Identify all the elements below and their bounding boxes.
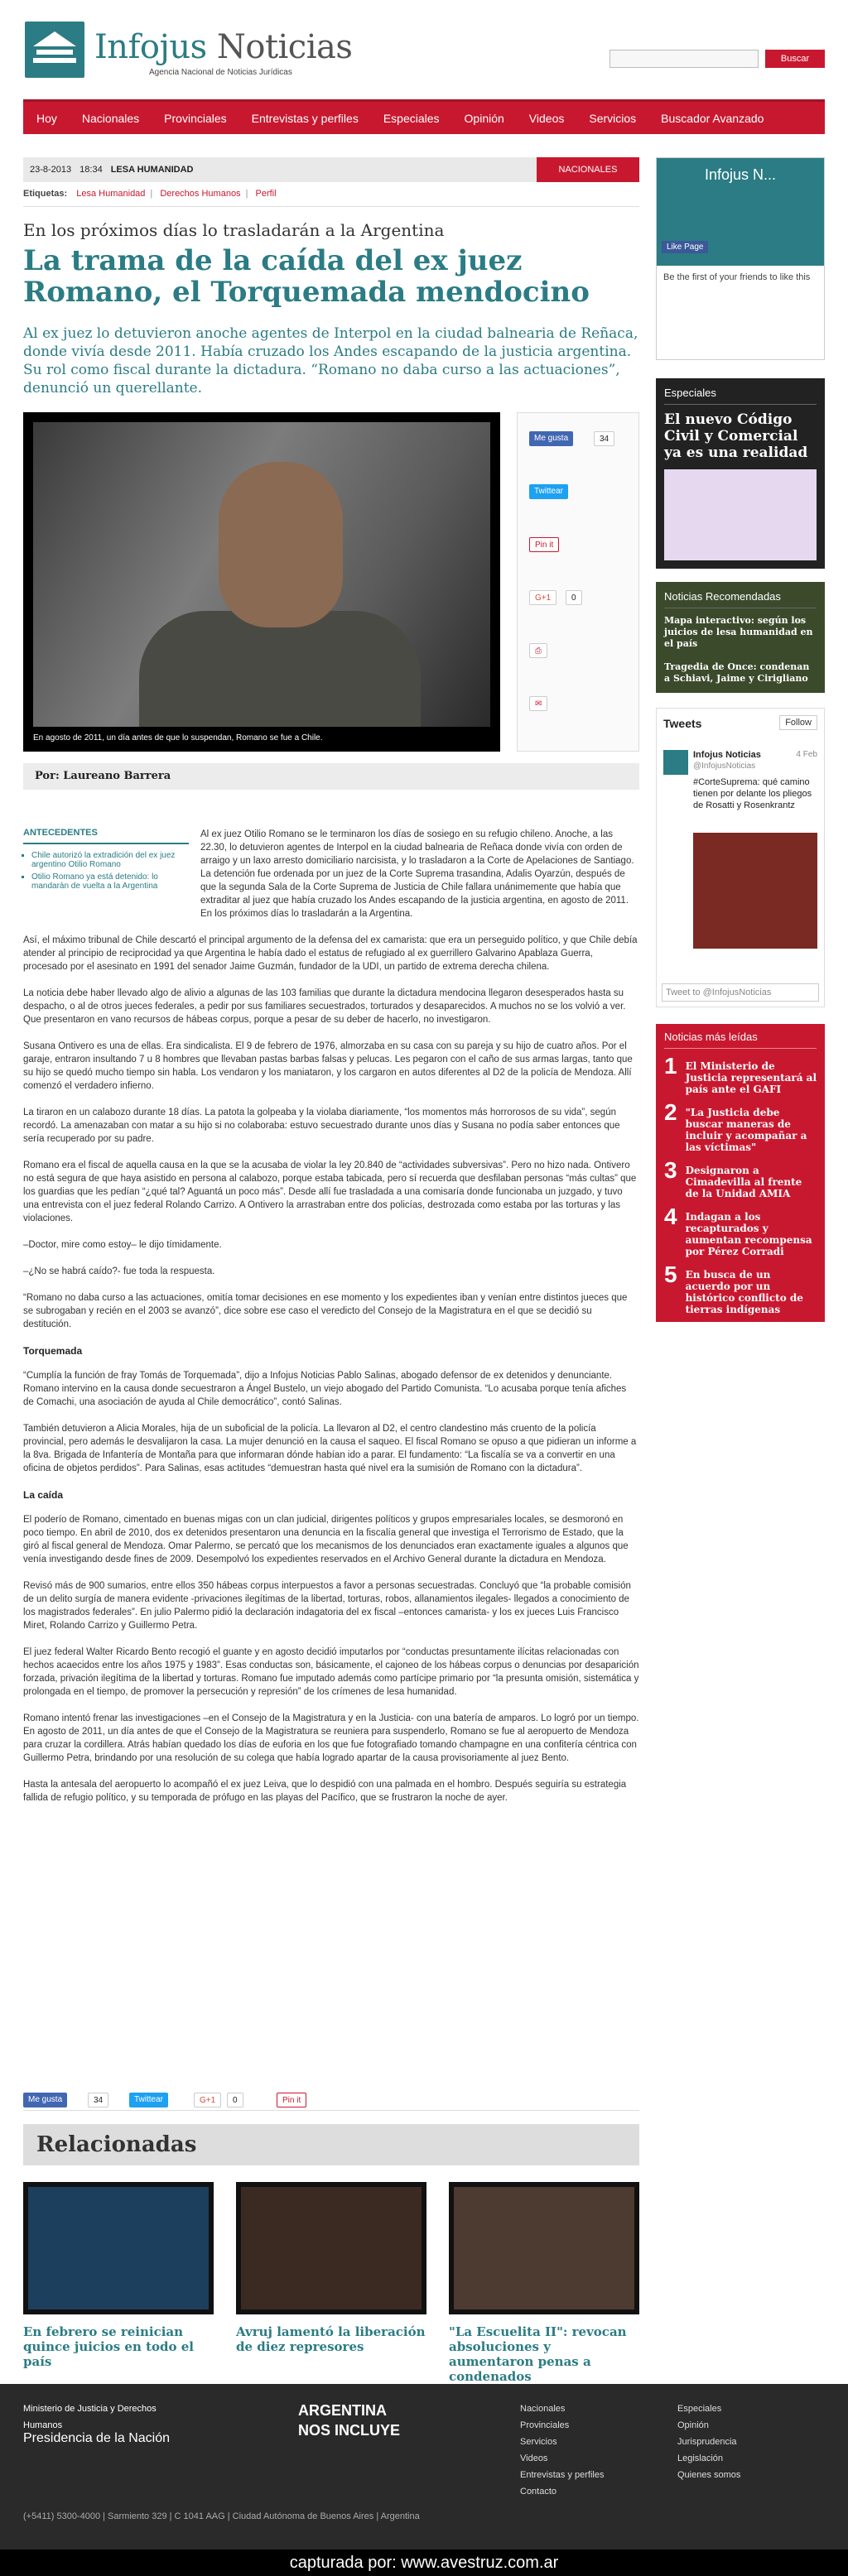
body-paragraph: “Romano no daba curso a las actuaciones, omitía tomar decisiones en ese momento y los expedientes iban y venían entre distintos jueces que se subrogaban y recién en el 2003 se avanzó”, dice sobre ese caso el veredicto del Consejo de la Magistratura en el que se decidió su destitución. xyxy=(23,1293,628,1329)
article-kicker: En los próximos días lo trasladarán a la Argentina xyxy=(23,220,445,240)
footer-ministry: Ministerio de Justicia y Derechos Humanos xyxy=(23,2404,157,2430)
nav-item-servicios[interactable]: Servicios xyxy=(589,111,637,125)
body-paragraph: Susana Ontivero es una de ellas. Era sindicalista. El 9 de febrero de 1976, almorzaba en su casa con su pareja y su hijo de cuatro años. Por el garaje, entraron insultando 7 u 8 hombres que llevaban pastas barbas falsas y pelucas. Les pegaron con el caño de sus armas largas, tanto que su hijo se quedó mucho tiempo sin habla. Los vendaron y los maniataron, y los cargaron en autos diferentes al D2 de la policía de Mendoza. Allí comenzó el verdadero infierno. xyxy=(23,1041,633,1091)
related-card[interactable] xyxy=(23,2182,214,2369)
mas-leidas-item[interactable]: 1 El Ministerio de Justicia representará al país ante el GAFI xyxy=(664,1053,817,1095)
nav-item-nacionales[interactable]: Nacionales xyxy=(81,111,140,125)
gplus-button[interactable]: G+1 xyxy=(194,2093,221,2107)
footer-link[interactable]: Entrevistas y perfiles xyxy=(520,2470,605,2480)
tweet-image[interactable] xyxy=(693,833,817,949)
mas-leidas-item[interactable]: 4 Indagan a los recapturados y aumentan recompensa por Pérez Corradi xyxy=(664,1204,812,1257)
body-subheading: Torquemada xyxy=(23,1345,83,1357)
tags-bar: Etiquetas: Lesa Humanidad | Derechos Humanos | Perfil xyxy=(23,189,639,207)
article-photo[interactable] xyxy=(33,422,490,727)
tag-link[interactable]: Derechos Humanos xyxy=(160,189,241,199)
body-paragraph: “Cumplía la función de fray Tomás de Torquemada”, dijo a Infojus Noticias Pablo Salinas, abogado defensor de ex detenidos y denunciante. Romano intervino en la causa donde secuestraron a Ángel Bustelo, un viejo abogado del Partido Comunista. “Lo acusaba porque tenía afiches de Comachi, una asociación de ayuda al Chile democrático”, contó Salinas. xyxy=(23,1371,627,1407)
fb-like-button[interactable]: Me gusta xyxy=(23,2093,67,2107)
related-headline[interactable]: "La Escuelita II": revocan absoluciones y aumentaron penas a condenados xyxy=(449,2324,627,2384)
mas-leidas-item[interactable]: 5 En busca de un acuerdo por un histórico conflicto de tierras indígenas xyxy=(664,1262,803,1315)
body-paragraph: Revisó más de 900 sumarios, entre ellos 350 hábeas corpus interpuestos a favor a personas secuestradas. Concluyó que “la probable comisión de un delito surgía de manera evidente -privaciones ilegítimas de la libertad, torturas, robos, allanamientos ilegales- llegados a conocimiento de los magistrados federales”. En julio Palermo pidió la declaración indagatoria del ex fiscal –entonces camarista- y los ex jueces Luis Francisco Miret, Rolando Carrizo y Guillermo Petra. xyxy=(23,1581,631,1631)
footer-address: (+5411) 5300-4000 | Sarmiento 329 | C 1041 AAG | Ciudad Autónoma de Buenos Aires | Argentina xyxy=(23,2511,420,2521)
sidebar xyxy=(656,157,825,1322)
article-title: La trama de la caída del ex juez Romano, el Torquemada mendocino xyxy=(23,244,590,309)
body-paragraph: El juez federal Walter Ricardo Bento recogió el guante y en agosto decidió imputarlos por “conductas presuntamente ilícitas relacionadas con hechos acaecidos entre los años 1975 y 1983”. Esas conductas son, básicamente, el cajoneo de los hábeas corpus o denuncias por desaparición forzada, privación ilegítima de la libertad y torturas. Romano fue imputado además como partícipe primario por “la presunta omisión, sistemática y prolongada en el tiempo, de promover la persecución y represión” de los crímenes de lesa humanidad. xyxy=(23,1647,639,1697)
tweet-handle[interactable]: @InfojusNoticias xyxy=(693,762,756,771)
logo-icon[interactable] xyxy=(25,22,84,78)
related-card[interactable] xyxy=(449,2182,639,2384)
body-paragraph: –¿No se habrá caído?- fue toda la respuesta. xyxy=(23,1266,215,1276)
footer-link[interactable]: Videos xyxy=(520,2453,548,2463)
twitter-widget xyxy=(656,708,825,1007)
footer-link[interactable]: Provinciales xyxy=(520,2420,570,2430)
article-main xyxy=(23,157,639,790)
tags-label: Etiquetas: xyxy=(23,189,68,199)
mas-leidas-head: Noticias más leídas xyxy=(664,1031,817,1049)
nav-item-videos[interactable]: Videos xyxy=(528,111,565,125)
brand-part-a: Infojus xyxy=(94,28,207,66)
nav-item-opinion[interactable]: Opinión xyxy=(464,111,504,125)
tagline: Agencia Nacional de Noticias Jurídicas xyxy=(149,68,292,77)
body-paragraph: El poderío de Romano, cimentado en buenas migas con un clan judicial, dirigentes políticos y grupos empresariales locales, se desmoronó en poco tiempo. En abril de 2010, dos ex detenidos presentaron una denuncia en la fiscalía general que investiga el Terrorismo de Estado, que la giró al fiscal general de Mendoza. Omar Palermo, se percató que los mecanismos de los denunciados eran exactamente iguales a algunos que venía investigando desde fines de 2009. Desempolvó los expedientes reservados en el Archivo General durante la dictadura en Mendoza. xyxy=(23,1515,629,1564)
mas-leidas-box xyxy=(656,1024,825,1322)
nav-item-provinciales[interactable]: Provinciales xyxy=(164,111,227,125)
body-paragraph: Así, el máximo tribunal de Chile descartó el principal argumento de la defensa del ex camarista: que era un perseguido político, y que Chile debía atender al principio de reciprocidad ya que Argentina le había dado el estatus de refugiado al ex guerrillero Galvarino Apablaza Guerra, procesado por el asesinato en 1991 del senador Jaime Guzmán, fundador de la UDI, un partido de extrema derecha chilena. xyxy=(23,935,638,972)
article-figure xyxy=(23,412,639,752)
search-input[interactable] xyxy=(610,50,759,68)
article-time: 18:34 xyxy=(80,165,103,175)
tweet-author[interactable]: Infojus Noticias xyxy=(693,750,761,760)
fb-like-button[interactable]: Me gusta xyxy=(529,431,573,446)
capture-watermark: capturada por: www.avestruz.com.ar xyxy=(0,2550,848,2576)
recomendadas-head: Noticias Recomendadas xyxy=(664,590,817,608)
gplus-count: 0 xyxy=(227,2093,243,2107)
footer-link[interactable]: Nacionales xyxy=(520,2404,566,2414)
body-paragraph: –Doctor, mire como estoy– le dijo tímidamente. xyxy=(23,1240,222,1250)
footer-link[interactable]: Jurisprudencia xyxy=(677,2437,737,2447)
especiales-image[interactable] xyxy=(664,469,817,560)
fb-friends-text: Be the first of your friends to like this xyxy=(663,272,811,282)
related-headline[interactable]: Avruj lamentó la liberación de diez represores xyxy=(236,2324,426,2354)
fb-count: 34 xyxy=(594,431,614,446)
footer-link[interactable]: Servicios xyxy=(520,2437,557,2447)
especiales-box[interactable] xyxy=(656,378,825,569)
recomendada-link[interactable]: Mapa interactivo: según los juicios de lesa humanidad en el país xyxy=(664,615,813,649)
avatar[interactable] xyxy=(663,750,688,775)
brand-name[interactable] xyxy=(94,28,352,66)
article-body xyxy=(23,828,639,1818)
brand-part-b: Noticias xyxy=(216,28,353,66)
footer-link[interactable]: Quienes somos xyxy=(677,2470,741,2480)
antecedentes-link[interactable]: ▪ Chile autorizó la extradición del ex juez argentino Otilio Romano xyxy=(31,851,189,869)
related-image[interactable] xyxy=(236,2182,426,2314)
body-paragraph: Hasta la antesala del aeropuerto lo acompañó el ex juez Leiva, que lo despidió con una palmada en el hombro. Después seguiría su estrategia fallida de refugio político, y su temporada de prófugo en las playas del Pacífico, que se frustraron la noche de ayer. xyxy=(23,1780,627,1803)
tweet-button[interactable]: Twittear xyxy=(529,484,568,499)
tweet-text: #CorteSuprema: qué camino tienen por delante los pliegos de Rosatti y Rosenkrantz xyxy=(693,777,812,810)
recomendada-link[interactable]: Tragedia de Once: condenan a Schiavi, Jaime y Cirigliano xyxy=(664,661,810,684)
footer-links-col1 xyxy=(520,2401,604,2500)
print-icon[interactable]: ⎙ xyxy=(529,643,547,658)
nav-item-entrevistas[interactable]: Entrevistas y perfiles xyxy=(251,111,359,125)
twitter-follow-button[interactable]: Follow xyxy=(779,715,817,730)
mas-leidas-item[interactable]: 3 Designaron a Cimadevilla al frente de la Unidad AMIA xyxy=(664,1157,802,1199)
body-subheading: La caída xyxy=(23,1489,64,1501)
email-icon[interactable]: ✉ xyxy=(529,696,547,711)
pinterest-button[interactable]: Pin it xyxy=(529,537,559,552)
fb-like-page-button[interactable]: Like Page xyxy=(662,241,708,253)
search-button[interactable]: Buscar xyxy=(765,50,825,68)
gplus-button[interactable]: G+1 xyxy=(529,590,556,605)
mas-leidas-item[interactable]: 2 "La Justicia debe buscar maneras de incluir y acompañar a las víctimas" xyxy=(664,1099,807,1153)
related-headline[interactable]: En febrero se reinician quince juicios en todo el país xyxy=(23,2324,194,2369)
related-image[interactable] xyxy=(449,2182,639,2314)
related-title: Relacionadas xyxy=(23,2124,639,2165)
article-section[interactable]: LESA HUMANIDAD xyxy=(110,165,194,175)
fb-count: 34 xyxy=(88,2093,108,2107)
antecedentes-link[interactable]: ▪ Otilio Romano ya está detenido: lo mandarán de vuelta a la Argentina xyxy=(31,872,189,891)
tweet-date[interactable]: 4 Feb xyxy=(796,750,817,759)
photo-caption: En agosto de 2011, un día antes de que lo suspendan, Romano se fue a Chile. xyxy=(33,733,323,743)
body-paragraph: Al ex juez Otilio Romano se le terminaron los días de sosiego en su refugio chileno. Anoche, a las 22.30, lo detuvieron agentes de Interpol en la ciudad balnearia de Reñaca donde vivía con orden de arraigo y un laxo arresto domiciliario narcisista, y lo trasladaron a la Corte de Apelaciones de Santiago. La detención fue ordenada por un juez de la Corte Suprema trasandina, Adalis Oyarzún, después de que la segunda Sala de la Corte Suprema de Justicia de Chile fallara unánimemente que había que extraditar al juez que había cruzado los Andes escapando de la justicia argentina, en agosto de 2011. En los próximos días lo trasladarán a la Argentina. xyxy=(200,829,634,919)
tag-link[interactable]: Perfil xyxy=(255,189,277,199)
photo-frame xyxy=(23,412,500,752)
body-paragraph: La tiraron en un calabozo durante 18 días. La patota la golpeaba y la violaba diariamente, “los momentos más horrorosos de su vida”, según recordó. La amenazaban con matar a su hijo si no colaboraba: estuvo secuestrado durante unos días y Susana no podía saber entonces que sería recuperado por su padre. xyxy=(23,1108,620,1144)
footer-slogan-b: NOS INCLUYE xyxy=(298,2422,401,2439)
footer-slogan-a: ARGENTINA xyxy=(298,2402,387,2419)
body-paragraph: También detuvieron a Alicia Morales, hija de un suboficial de la policía. La llevaron al D2, el centro clandestino más cruento de la policía provincial, pero además le desvalijaron la casa. La mujer denunció en la causa el saqueo. El fiscal Romano se opuso a que pidieran un informe a la 8va. Brigada de Infantería de Montaña para que informaran dónde habían ido a parar. El fundamento: “La fiscalía se va a convertir en una oficina de objetos perdidos”. Para Salinas, esas actitudes “demuestran hasta qué nivel era la sumisión de Romano con la dictadura”. xyxy=(23,1424,637,1473)
related-section xyxy=(23,2124,639,2384)
site-header xyxy=(0,0,848,93)
author-bar: Por: Laureano Barrera xyxy=(23,763,639,790)
facebook-widget xyxy=(656,157,825,360)
footer-link[interactable]: Opinión xyxy=(677,2420,709,2430)
related-card[interactable] xyxy=(236,2182,426,2354)
gplus-count: 0 xyxy=(566,590,582,605)
body-paragraph: La noticia debe haber llevado algo de alivio a algunas de las 103 familias que durante la dictadura mendocina llegaron desesperados hasta su despacho, o al de otros jueces federales, a pedir por sus familiares secuestrados, torturados y desaparecidos. A muchos no se los volvió a ver. Que presentaron en vano recursos de hábeas corpus, porque a pesar de su deber de hacerlo, no investigaron. xyxy=(23,988,626,1025)
nav-item-especiales[interactable]: Especiales xyxy=(383,111,440,125)
recomendadas-box xyxy=(656,582,825,693)
nav-item-buscador[interactable]: Buscador Avanzado xyxy=(661,111,764,125)
main-nav xyxy=(23,99,825,134)
meta-bar xyxy=(23,157,639,182)
body-paragraph: Romano intentó frenar las investigaciones –en el Consejo de la Magistratura y en la Justicia- con una batería de amparos. Lo logró por un tiempo. En agosto de 2011, un día antes de que el Consejo de la Magistratura se reuniera para suspenderlo, Romano se fue al aeropuerto de Mendoza para cruzar la cordillera. Atrás habían quedado los días de euforia en los que fue fotografiado tomando champagne en una confitería céntrica con Guillermo Petra, brindando por una resolución de su colega que había logrado apartar de la causa provisoriamente al juez Bento. xyxy=(23,1713,639,1763)
footer-link[interactable]: Especiales xyxy=(677,2404,722,2414)
article-lead: Al ex juez lo detuvieron anoche agentes de Interpol en la ciudad balnearia de Reñaca, donde vivía desde 2011. Había cruzado los Andes escapando de la justicia argentina. Su rol como fiscal durante la dictadura. “Romano no daba curso a las actuaciones”, denunció un querellante. xyxy=(23,325,638,396)
footer-link[interactable]: Legislación xyxy=(677,2453,724,2463)
especiales-head: Especiales xyxy=(664,387,817,405)
footer-link[interactable]: Contacto xyxy=(520,2487,557,2497)
tag-link[interactable]: Lesa Humanidad xyxy=(76,189,146,199)
footer-presidency: Presidencia de la Nación xyxy=(23,2431,170,2445)
tweet-to-input[interactable]: Tweet to @InfojusNoticias xyxy=(662,983,819,1002)
nav-item-hoy[interactable]: Hoy xyxy=(36,111,57,125)
especiales-title[interactable]: El nuevo Código Civil y Comercial ya es una realidad xyxy=(664,411,808,461)
share-column xyxy=(517,412,639,752)
photo-subject-body xyxy=(139,611,421,727)
section-badge[interactable]: NACIONALES xyxy=(537,157,639,182)
antecedentes-title: ANTECEDENTES xyxy=(23,828,189,844)
article-date: 23-8-2013 xyxy=(30,165,72,175)
tweets-head: Tweets xyxy=(663,717,702,730)
bottom-share-bar xyxy=(23,2093,639,2111)
footer-links-col2 xyxy=(677,2401,740,2483)
tweet-button[interactable]: Twittear xyxy=(129,2093,168,2107)
body-paragraph: Romano era el fiscal de aquella causa en la que se la acusaba de violar la ley 20.840 de “actividades subversivas”. Pero no hizo nada. Ontivero no está segura de que haya asistido en persona al calabozo, porque estaba tabicada, pero sí recuerda que desfilaban personas “más cultas” que los guardias que les pedían “¿qué tal? Aguantá un poco más”. Desde allí fue trasladada a una comisaría donde funcionaba un juzgado, y tuvo una entrevista con el juez federal Rolando Carrizo. A Ontivero la arrastraban entre dos policías, destrozada como estaba por las torturas y las violaciones. xyxy=(23,1161,637,1223)
photo-subject-face xyxy=(219,462,343,627)
pinterest-button[interactable]: Pin it xyxy=(277,2093,306,2107)
related-image[interactable] xyxy=(23,2182,214,2314)
site-footer xyxy=(0,2384,848,2550)
fb-page-title[interactable]: Infojus N... xyxy=(705,166,777,183)
